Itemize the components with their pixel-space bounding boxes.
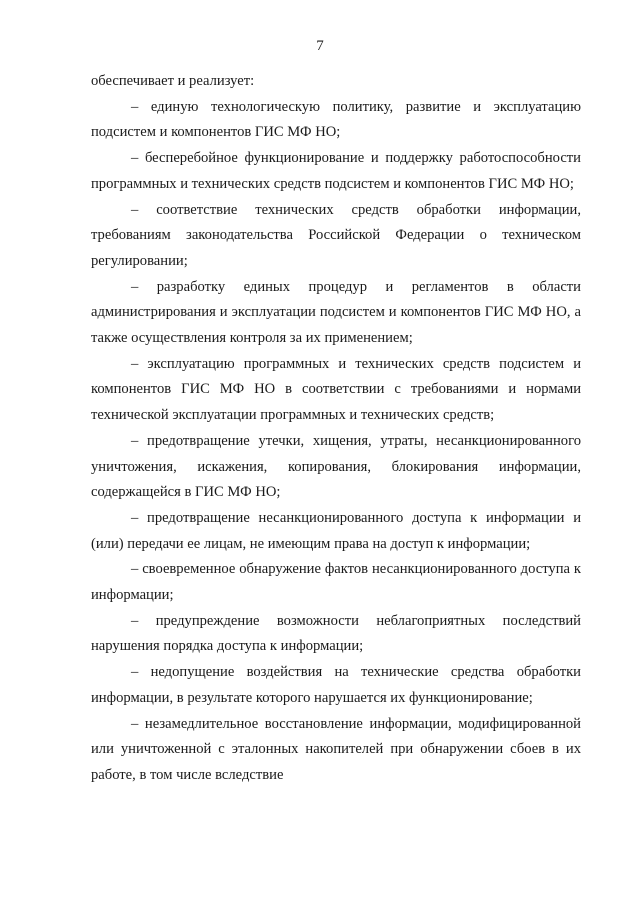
list-item-timely-detection: – своевременное обнаружение фактов несанкционированного доступа к информации; (91, 561, 581, 604)
list-item-legal-compliance: – соответствие технических средств обработки информации, требованиям законодательства Российской Федерации о техническом регулировании; (91, 201, 581, 269)
list-item-consequence-warning: – предупреждение возможности неблагоприятных последствий нарушения порядка доступа к информации; (91, 612, 581, 655)
list-item-unauthorized-access-prevention: – предотвращение несанкционированного доступа к информации и (или) передачи ее лицам, не имеющим права на доступ к информации; (91, 509, 581, 552)
list-item-information-recovery: – незамедлительное восстановление информации, модифицированной или уничтоженной с эталонных накопителей при обнаружении сбоев в их работе, в том числе вследствие (91, 715, 581, 783)
list-item-uninterrupted-operation: – бесперебойное функционирование и поддержку работоспособности программных и технических средств подсистем и компонентов ГИС МФ НО; (91, 150, 581, 192)
page-number: 7 (316, 38, 324, 54)
list-item-leak-prevention: – предотвращение утечки, хищения, утраты, несанкционированного уничтожения, искажения, копирования, блокирования информации, содержащейся в ГИС МФ НО; (91, 432, 581, 501)
list-item-unified-policy: – единую технологическую политику, развитие и эксплуатацию подсистем и компонентов ГИС МФ НО; (91, 98, 581, 141)
list-item-impact-prevention: – недопущение воздействия на технические средства обработки информации, в результате которого нарушается их функционирование; (91, 664, 581, 706)
paragraph-intro: обеспечивает и реализует: (91, 73, 255, 89)
document-body (91, 69, 581, 789)
list-item-procedures-regulations: – разработку единых процедур и регламентов в области администрирования и эксплуатации подсистем и компонентов ГИС МФ НО, а также осуществления контроля за их применением; (91, 278, 581, 347)
list-item-technical-exploitation: – эксплуатацию программных и технических средств подсистем и компонентов ГИС МФ НО в соответствии с требованиями и нормами технической эксплуатации программных и технических средств; (91, 355, 581, 424)
